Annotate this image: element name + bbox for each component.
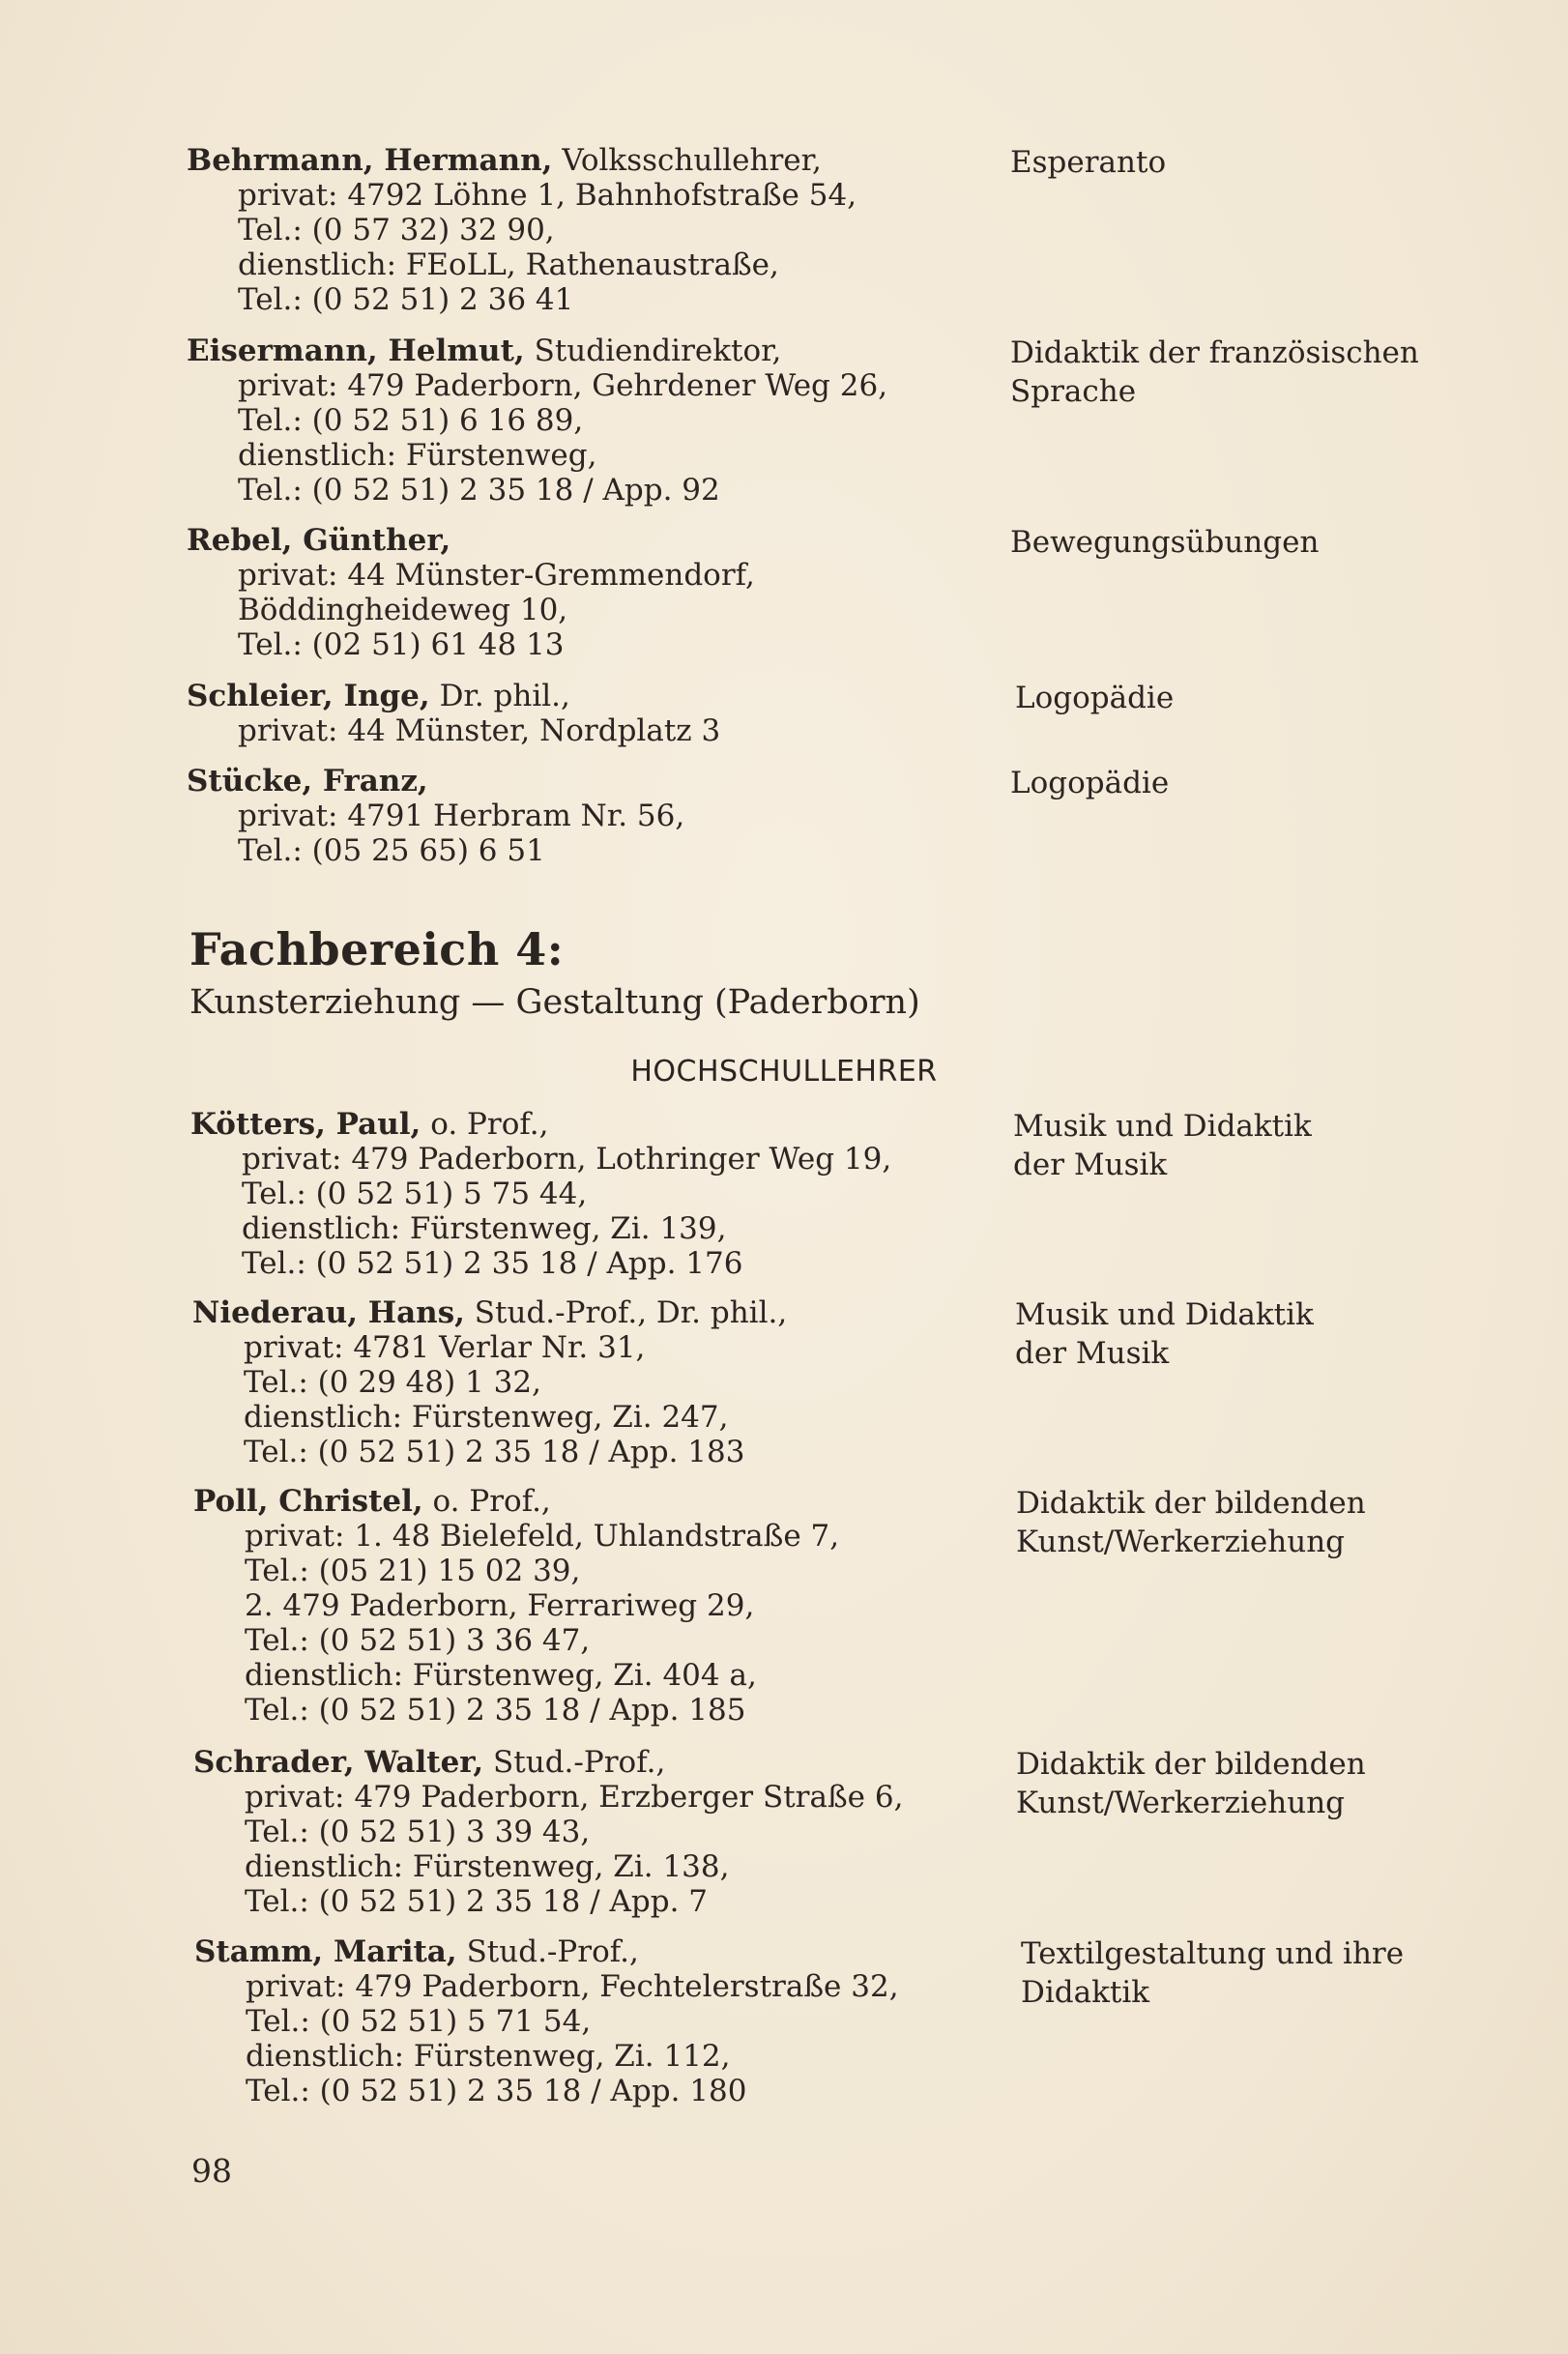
entry-details xyxy=(187,764,999,868)
detail-line: privat: 479 Paderborn, Lothringer Weg 19, xyxy=(242,1142,892,1177)
section-subheading: Kunsterziehung — Gestaltung (Paderborn) xyxy=(189,983,920,1022)
detail-line: Tel.: (05 25 65) 6 51 xyxy=(238,833,545,868)
subject-area: Didaktik der bildenden Kunst/Werkerziehung xyxy=(1016,1486,1366,1559)
entry-details xyxy=(192,1295,1004,1469)
group-label: HOCHSCHULLEHRER xyxy=(630,1055,938,1089)
subject-area: Esperanto xyxy=(1010,145,1167,180)
detail-line: Tel.: (0 52 51) 5 75 44, xyxy=(242,1177,588,1211)
subject-area: Logopädie xyxy=(1015,681,1175,715)
detail-line: Tel.: (0 57 32) 32 90, xyxy=(238,213,555,247)
detail-line: Tel.: (0 52 51) 3 36 47, xyxy=(245,1623,591,1658)
detail-line: 2. 479 Paderborn, Ferrariweg 29, xyxy=(245,1588,755,1623)
person-title: o. Prof., xyxy=(430,1107,549,1142)
entry-details xyxy=(187,143,999,317)
detail-line: privat: 4791 Herbram Nr. 56, xyxy=(238,799,685,833)
section-heading: Fachbereich 4: xyxy=(189,923,565,975)
entry-details xyxy=(193,1484,1005,1728)
detail-line: privat: 479 Paderborn, Fechtelerstraße 32, xyxy=(246,1969,899,2004)
detail-line: dienstlich: Fürstenweg, Zi. 247, xyxy=(244,1400,729,1435)
detail-line: dienstlich: Fürstenweg, xyxy=(238,438,597,473)
entry-details xyxy=(193,1745,1005,1919)
detail-line: Tel.: (0 52 51) 2 35 18 / App. 185 xyxy=(245,1693,746,1728)
subject-area: Didaktik der bildenden Kunst/Werkerziehung xyxy=(1016,1747,1366,1820)
person-name: Rebel, Günther, xyxy=(187,523,451,558)
detail-line: privat: 479 Paderborn, Gehrdener Weg 26, xyxy=(238,368,888,403)
detail-line: Tel.: (0 52 51) 2 36 41 xyxy=(238,282,574,317)
entry-details xyxy=(187,334,999,508)
person-title: o. Prof., xyxy=(432,1484,551,1519)
page-number: 98 xyxy=(191,2152,232,2190)
detail-line: Tel.: (05 21) 15 02 39, xyxy=(245,1554,581,1588)
detail-line: dienstlich: Fürstenweg, Zi. 139, xyxy=(242,1211,727,1246)
detail-line: Tel.: (02 51) 61 48 13 xyxy=(238,627,565,662)
entry-details xyxy=(194,1934,1006,2108)
person-title: Stud.-Prof., Dr. phil., xyxy=(474,1295,788,1330)
detail-line: privat: 4792 Löhne 1, Bahnhofstraße 54, xyxy=(238,178,857,213)
person-name: Kötters, Paul, xyxy=(190,1107,421,1142)
person-name: Schrader, Walter, xyxy=(193,1745,484,1780)
detail-line: privat: 44 Münster-Gremmendorf, xyxy=(238,558,755,593)
detail-line: dienstlich: FEoLL, Rathenaustraße, xyxy=(238,247,779,282)
detail-line: Tel.: (0 52 51) 2 35 18 / App. 7 xyxy=(245,1884,709,1919)
person-title: Dr. phil., xyxy=(439,679,570,713)
detail-line: privat: 4781 Verlar Nr. 31, xyxy=(244,1330,646,1365)
detail-line: privat: 479 Paderborn, Erzberger Straße 6, xyxy=(245,1780,904,1815)
entry-details xyxy=(190,1107,1002,1281)
detail-line: privat: 1. 48 Bielefeld, Uhlandstraße 7, xyxy=(245,1519,840,1554)
detail-line: Tel.: (0 52 51) 2 35 18 / App. 92 xyxy=(238,473,720,508)
subject-area: Didaktik der französischen Sprache xyxy=(1010,335,1419,409)
detail-line: Böddingheideweg 10, xyxy=(238,593,568,627)
person-name: Schleier, Inge, xyxy=(187,679,430,713)
subject-area: Musik und Didaktik der Musik xyxy=(1013,1109,1312,1182)
person-title: Stud.-Prof., xyxy=(493,1745,666,1780)
person-name: Poll, Christel, xyxy=(193,1484,423,1519)
person-name: Stücke, Franz, xyxy=(187,764,428,799)
detail-line: dienstlich: Fürstenweg, Zi. 112, xyxy=(246,2039,731,2074)
detail-line: Tel.: (0 52 51) 2 35 18 / App. 176 xyxy=(242,1246,743,1281)
subject-area: Bewegungsübungen xyxy=(1010,525,1320,560)
detail-line: dienstlich: Fürstenweg, Zi. 404 a, xyxy=(245,1658,757,1693)
person-title: Studiendirektor, xyxy=(534,334,782,368)
person-title: Volksschullehrer, xyxy=(562,143,822,178)
subject-area: Textilgestaltung und ihre Didaktik xyxy=(1021,1936,1405,2010)
entry-details xyxy=(187,679,999,748)
person-name: Niederau, Hans, xyxy=(192,1295,465,1330)
detail-line: Tel.: (0 52 51) 2 35 18 / App. 183 xyxy=(244,1435,745,1469)
subject-area: Musik und Didaktik der Musik xyxy=(1015,1297,1314,1371)
detail-line: Tel.: (0 52 51) 2 35 18 / App. 180 xyxy=(246,2074,747,2108)
person-title: Stud.-Prof., xyxy=(466,1934,639,1969)
entry-details xyxy=(187,523,999,662)
detail-line: Tel.: (0 52 51) 6 16 89, xyxy=(238,403,584,438)
detail-line: privat: 44 Münster, Nordplatz 3 xyxy=(238,713,721,748)
detail-line: Tel.: (0 29 48) 1 32, xyxy=(244,1365,541,1400)
detail-line: dienstlich: Fürstenweg, Zi. 138, xyxy=(245,1849,730,1884)
person-name: Stamm, Marita, xyxy=(194,1934,457,1969)
person-name: Behrmann, Hermann, xyxy=(187,143,553,178)
detail-line: Tel.: (0 52 51) 5 71 54, xyxy=(246,2004,592,2039)
detail-line: Tel.: (0 52 51) 3 39 43, xyxy=(245,1815,591,1849)
person-name: Eisermann, Helmut, xyxy=(187,334,525,368)
subject-area: Logopädie xyxy=(1010,766,1170,800)
